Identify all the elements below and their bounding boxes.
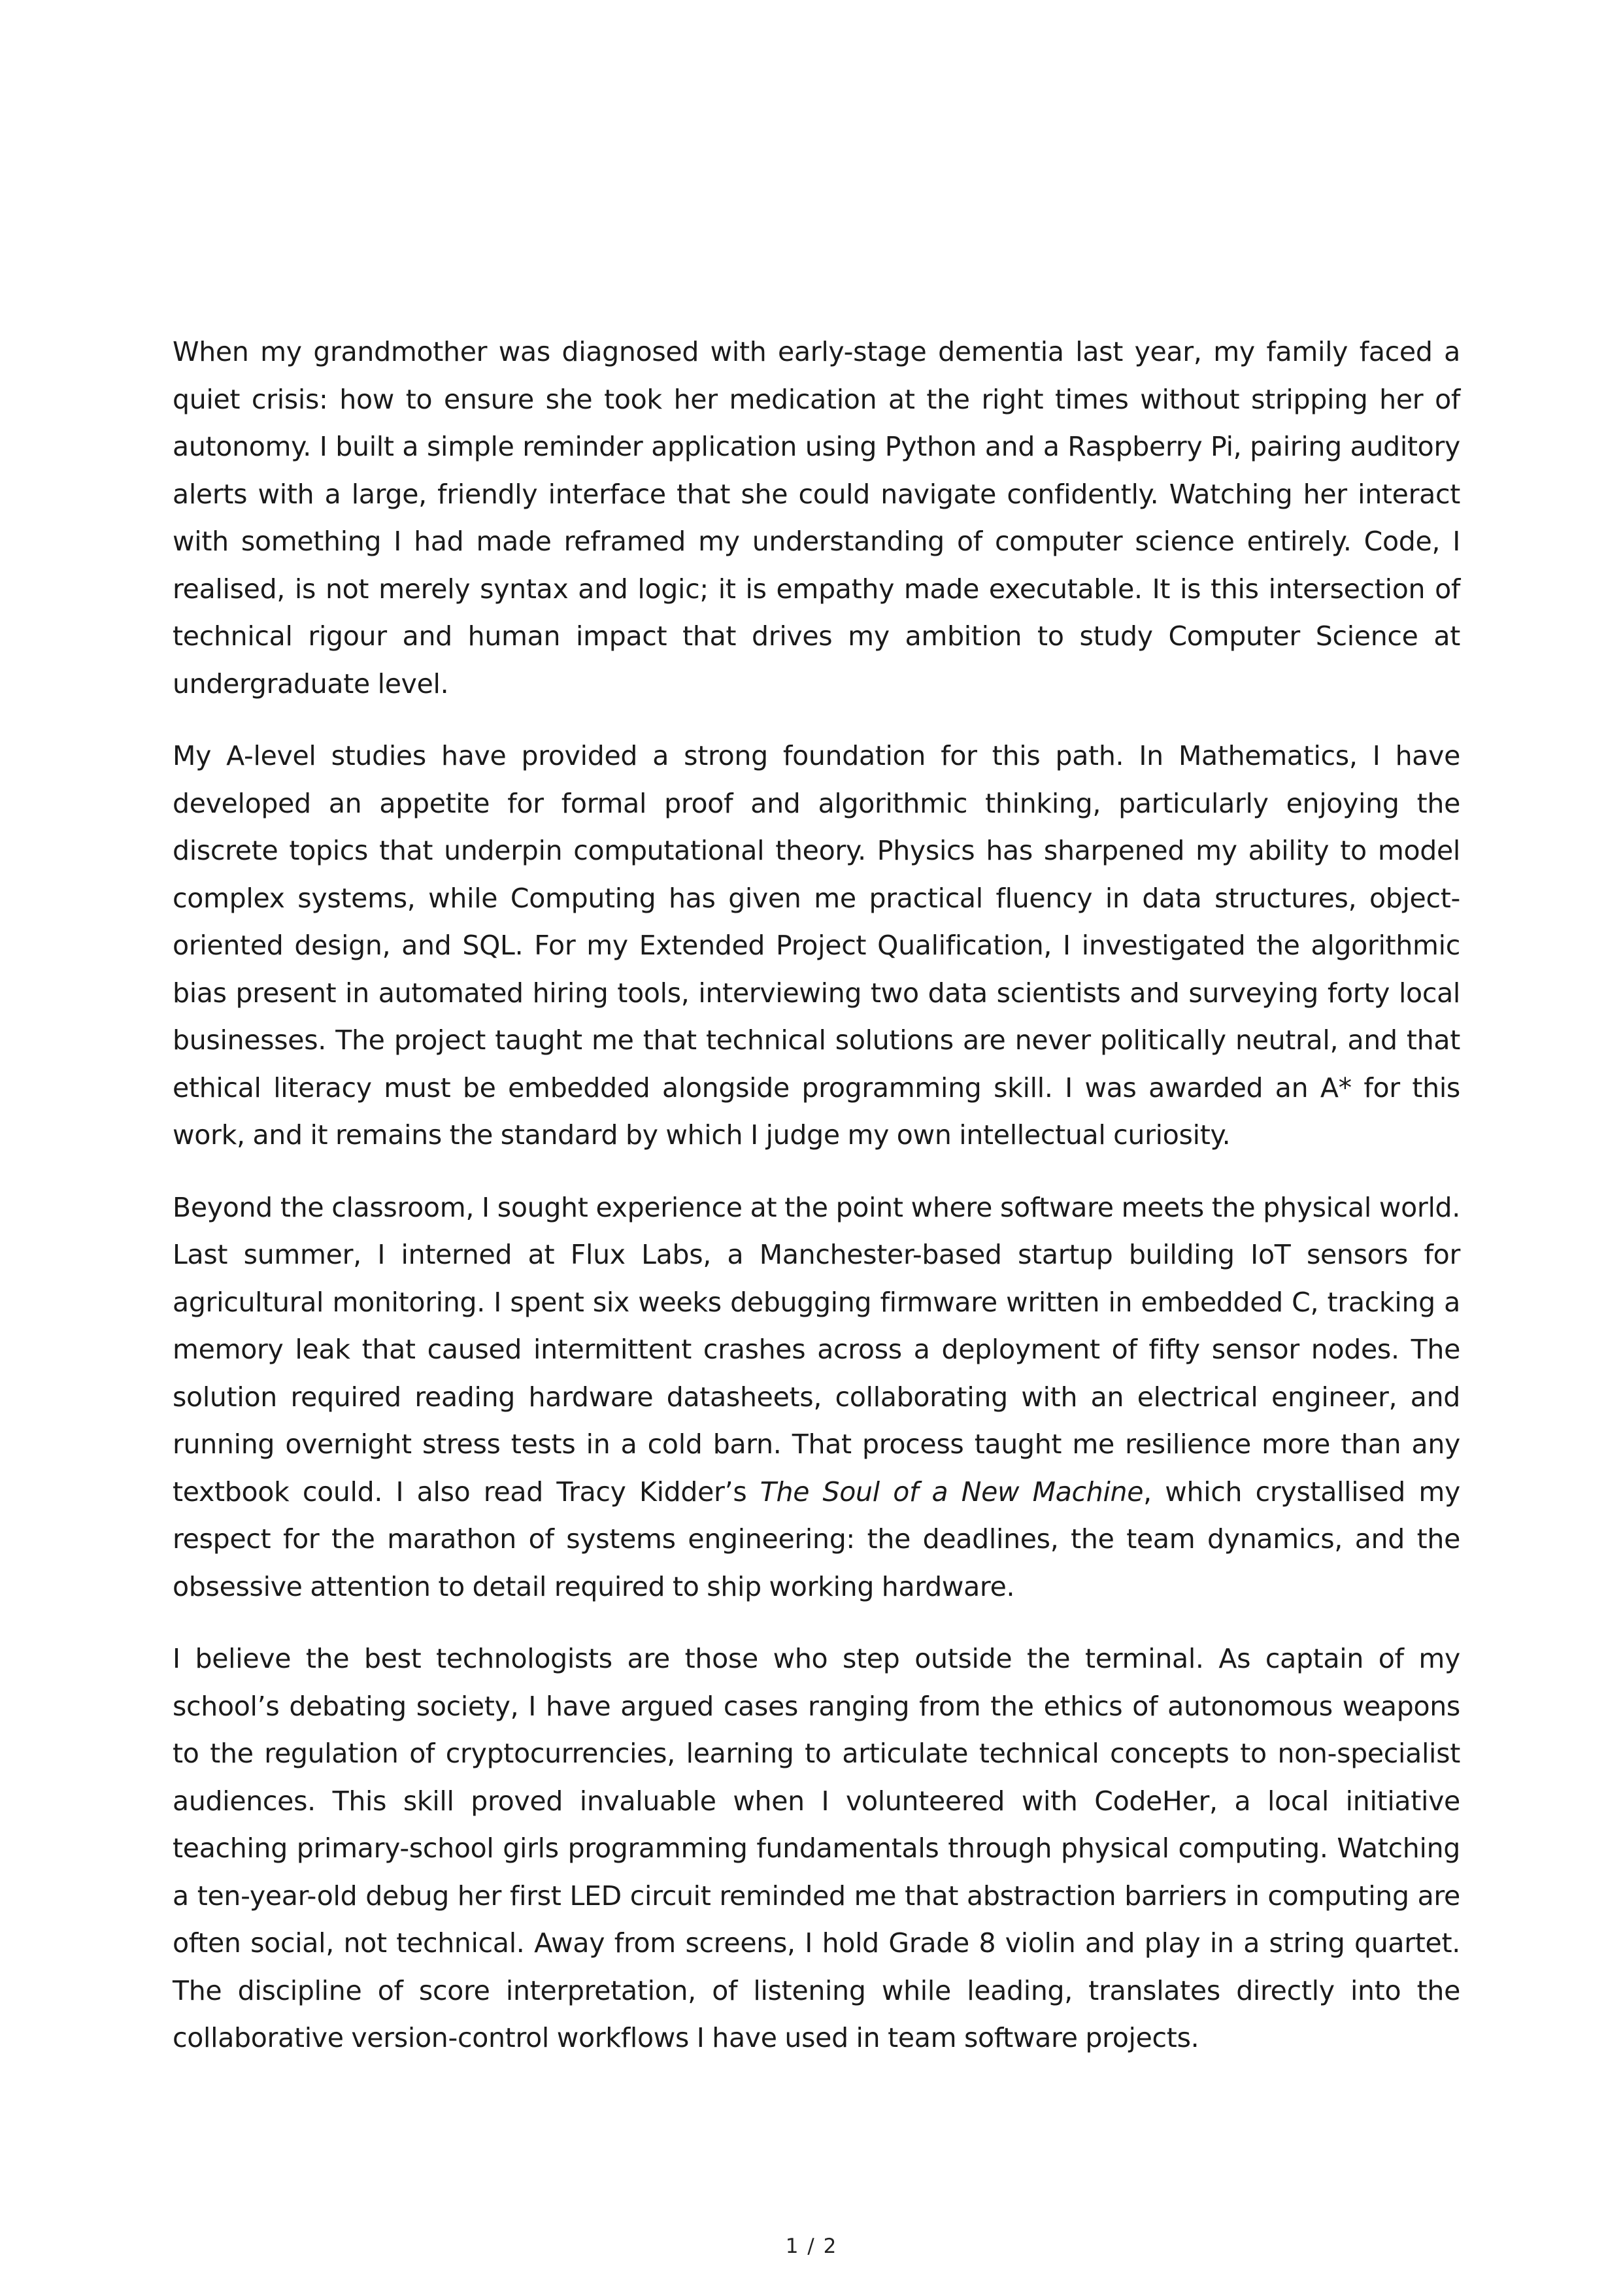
page-number: 1 / 2: [785, 2235, 838, 2258]
paragraph-3: [173, 1184, 1460, 1611]
book-title: The Soul of a New Machine: [760, 1476, 1144, 1508]
paragraph-3-text-after: , which crystallised my respect for the marathon of systems engineering: the deadlines, the team dynamics, and the obsessive attention to detail required to ship working hardware.: [173, 1476, 1460, 1602]
paragraph-1: When my grandmother was diagnosed with early-stage dementia last year, my family faced a quiet crisis: how to ensure she took her medication at the right times without stripping her of autonomy. I built a simple reminder application using Python and a Raspberry Pi, pairing auditory alerts with a large, friendly interface that she could navigate confidently. Watching her interact with something I had made reframed my understanding of computer science entirely. Code, I realised, is not merely syntax and logic; it is empathy made executable. It is this intersection of technical rigour and human impact that drives my ambition to study Computer Science at undergraduate level.: [173, 336, 1460, 700]
paragraph-2: My A-level studies have provided a strong foundation for this path. In Mathematics, I have developed an appetite for formal proof and algorithmic thinking, particularly enjoying the discrete topics that underpin computational theory. Physics has sharpened my ability to model complex systems, while Computing has given me practical fluency in data structures, object-oriented design, and SQL. For my Extended Project Qualification, I investigated the algorithmic bias present in automated hiring tools, interviewing two data scientists and surveying forty local businesses. The project taught me that technical solutions are never politically neutral, and that ethical literacy must be embedded alongside programming skill. I was awarded an A* for this work, and it remains the standard by which I judge my own intellectual curiosity.: [173, 740, 1460, 1151]
document-body: [173, 328, 1460, 2087]
paragraph-3-text-before: Beyond the classroom, I sought experience at the point where software meets the physical world. Last summer, I interned at Flux Labs, a Manchester-based startup building IoT sensors for agricultural monitoring. I spent six weeks debugging firmware written in embedded C, tracking a memory leak that caused intermittent crashes across a deployment of fifty sensor nodes. The solution required reading hardware datasheets, collaborating with an electrical engineer, and running overnight stress tests in a cold barn. That process taught me resilience more than any textbook could. I also read Tracy Kidder’s: [173, 1191, 1460, 1508]
paragraph-4: I believe the best technologists are those who step outside the terminal. As captain of my school’s debating society, I have argued cases ranging from the ethics of autonomous weapons to the regulation of cryptocurrencies, learning to articulate technical concepts to non-specialist audiences. This skill proved invaluable when I volunteered with CodeHer, a local initiative teaching primary-school girls programming fundamentals through physical computing. Watching a ten-year-old debug her first LED circuit reminded me that abstraction barriers in computing are often social, not technical. Away from screens, I hold Grade 8 violin and play in a string quartet. The discipline of score interpretation, of listening while leading, translates directly into the collaborative version-control workflows I have used in team software projects.: [173, 1643, 1460, 2053]
